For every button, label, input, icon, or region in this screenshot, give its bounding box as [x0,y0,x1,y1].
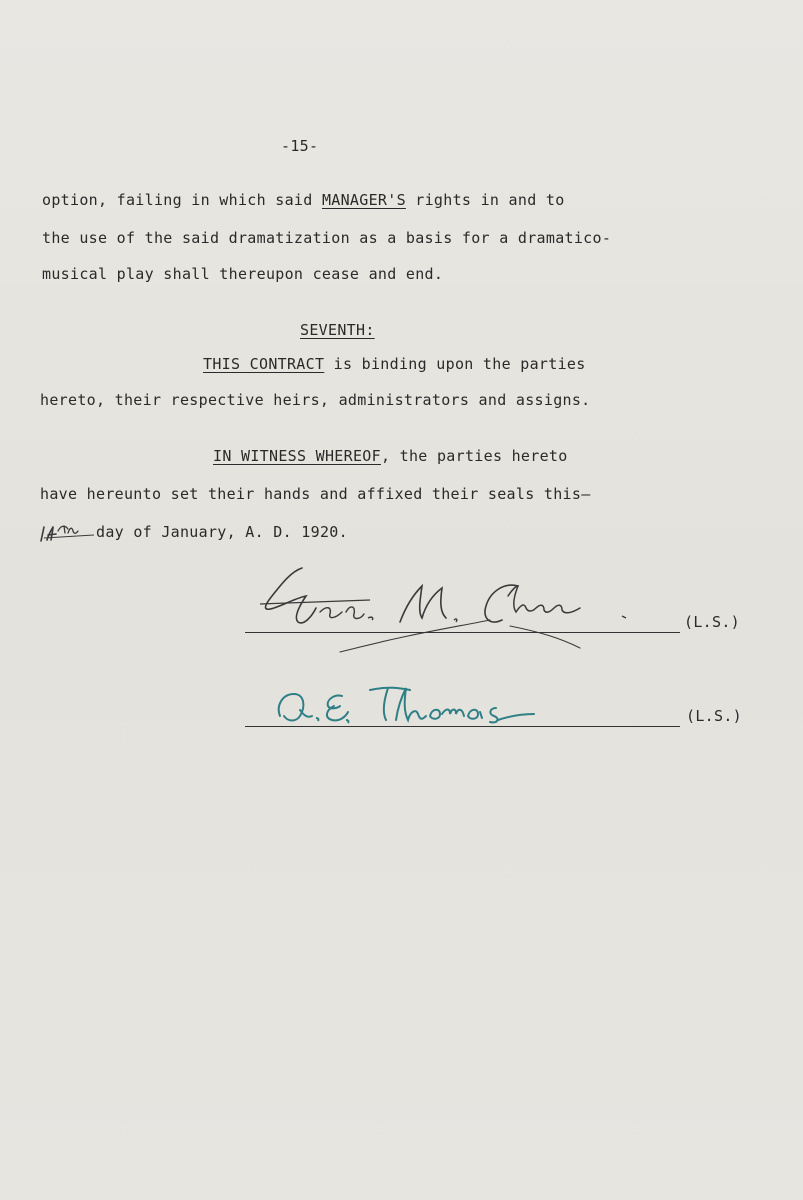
paragraph2-line2: hereto, their respective heirs, administrators and assigns. [40,391,591,409]
signature-thomas [270,676,570,736]
paragraph1-line3: musical play shall thereupon cease and end. [42,265,444,283]
paragraph1-line1-pre: option, failing in which said [42,191,322,209]
paragraph1-line1 [42,190,565,210]
seal-label-2: (L.S.) [686,707,742,725]
paragraph3-line1-post: , the parties hereto [380,447,568,465]
paragraph3-line3 [38,522,348,543]
paragraph3-line1 [213,446,568,466]
page-number: -15- [281,137,319,155]
paragraph3-line2 [40,484,591,504]
seal-label-1: (L.S.) [684,613,740,631]
section-heading-seventh: SEVENTH: [300,321,375,339]
paragraph1-line1-post: rights in and to [405,191,565,209]
signature-line-2 [245,726,680,727]
paragraph2-line1-post: is binding upon the parties [324,355,586,373]
contract-term: THIS CONTRACT [203,355,325,373]
witness-term: IN WITNESS WHEREOF [213,447,381,465]
signature-cohan [250,556,650,656]
manager-term: MANAGER'S [321,191,406,209]
dash-mark: — [581,485,591,503]
handwritten-date [38,523,96,543]
paragraph3-line2-text: have hereunto set their hands and affixed their seals this [40,485,582,503]
signature-line-1 [245,632,680,633]
paragraph3-line3-post: day of January, A. D. 1920. [96,523,348,541]
paragraph1-line2: the use of the said dramatization as a basis for a dramatico- [42,229,612,247]
paragraph2-line1 [203,354,586,374]
